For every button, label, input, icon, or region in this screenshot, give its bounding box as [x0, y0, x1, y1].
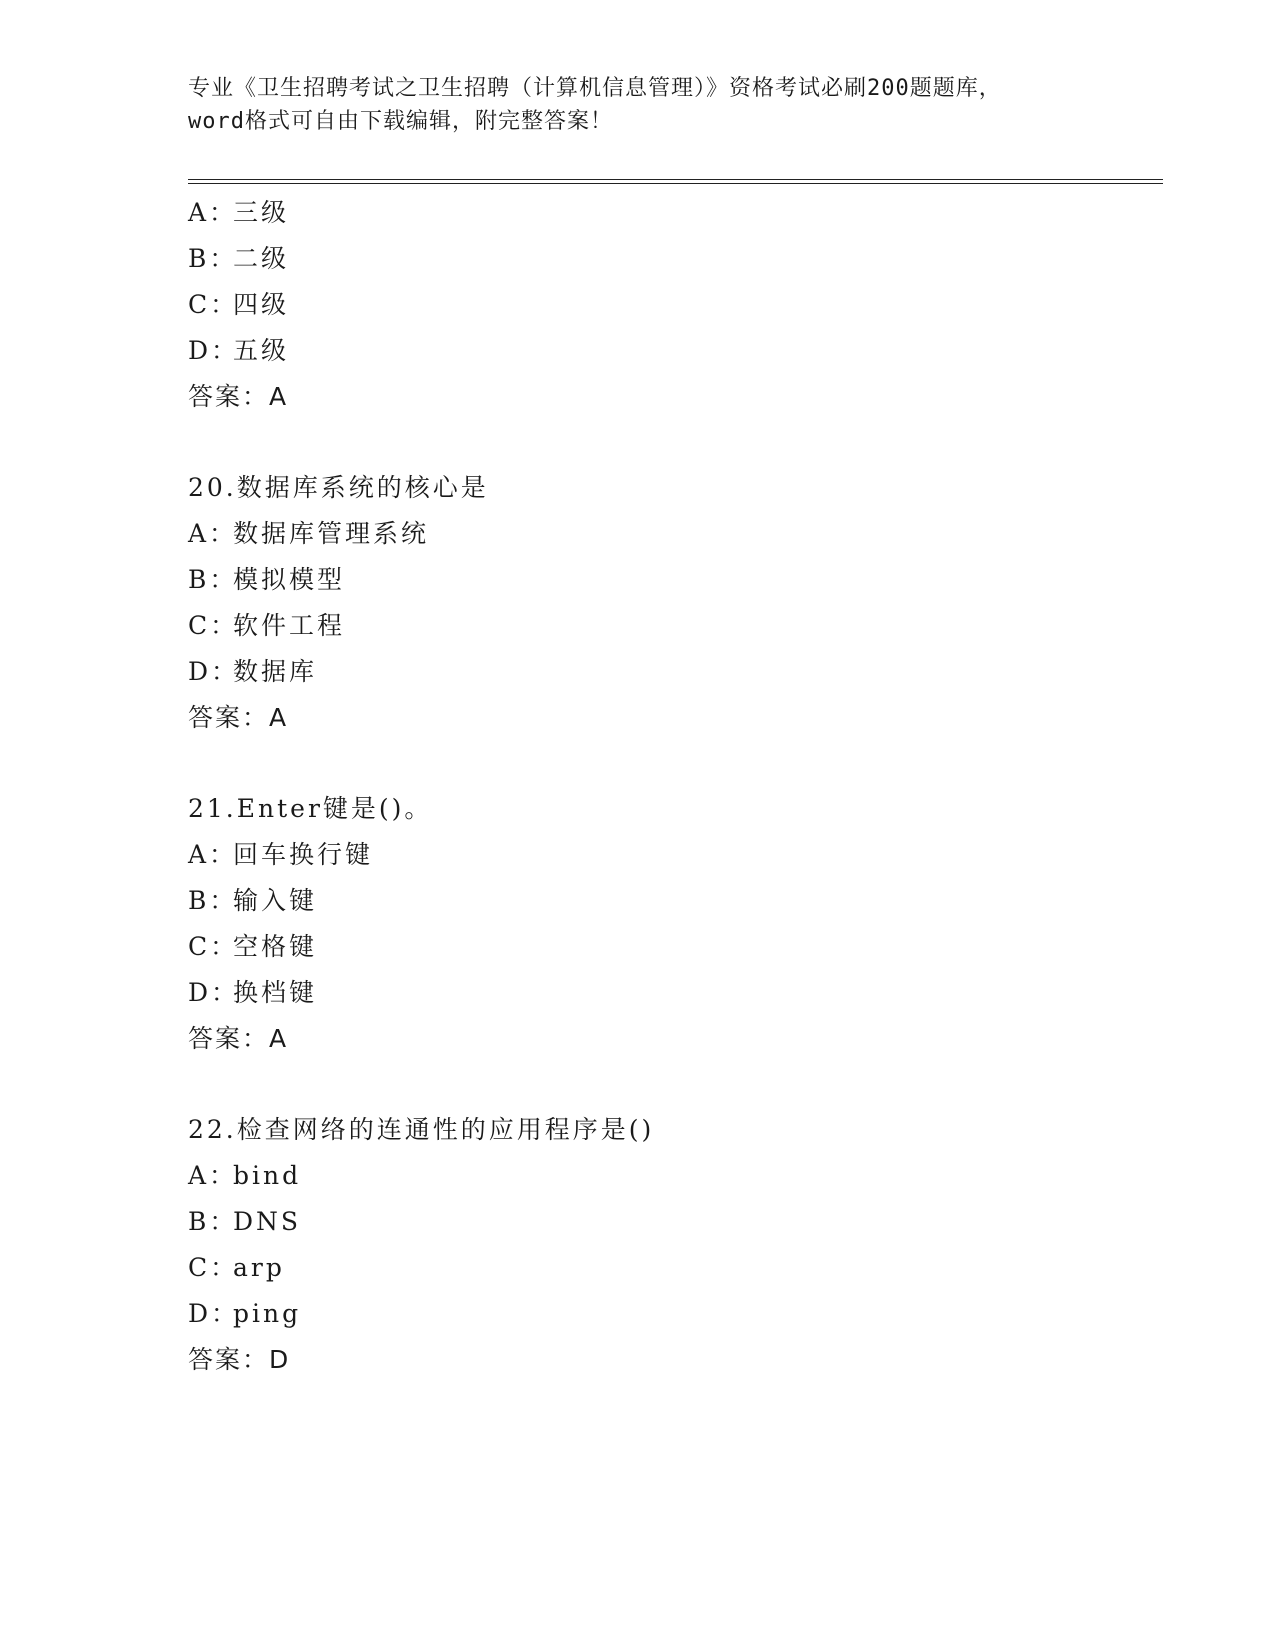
option-text: 回车换行键: [233, 840, 374, 869]
option-letter: A：: [188, 198, 238, 227]
spacer: [188, 741, 1148, 786]
option-letter: A：: [188, 1161, 238, 1190]
option-text: 模拟模型: [233, 565, 346, 594]
option-text: 空格键: [233, 932, 318, 961]
option-text: 四级: [233, 290, 290, 319]
header-title-line-2: word格式可自由下载编辑，附完整答案！: [188, 109, 613, 134]
option-a: [188, 1153, 1148, 1199]
option-letter: C：: [188, 611, 239, 640]
option-letter: D：: [188, 657, 240, 686]
question-text: 22.检查网络的连通性的应用程序是(): [188, 1115, 655, 1144]
option-text: 软件工程: [233, 611, 346, 640]
question-20-block: [188, 465, 1148, 741]
option-letter: C：: [188, 932, 239, 961]
option-a: [188, 190, 1148, 236]
option-text: 换档键: [233, 978, 318, 1007]
document-header: [188, 72, 1088, 138]
question-21-block: [188, 786, 1148, 1062]
answer-line: 答案：A: [188, 1024, 289, 1053]
option-text: 三级: [233, 198, 290, 227]
option-a: [188, 832, 1148, 878]
answer-line: 答案：A: [188, 703, 289, 732]
option-d: [188, 1291, 1148, 1337]
answer-line: 答案：D: [188, 1345, 291, 1374]
option-text: DNS: [233, 1207, 302, 1236]
spacer: [188, 420, 1148, 465]
header-divider-bottom: [188, 183, 1163, 184]
option-text: 二级: [233, 244, 290, 273]
option-b: [188, 557, 1148, 603]
option-letter: D：: [188, 336, 240, 365]
option-c: [188, 1245, 1148, 1291]
option-letter: B：: [188, 565, 238, 594]
option-d: [188, 649, 1148, 695]
option-d: [188, 970, 1148, 1016]
question-text: 21.Enter键是()。: [188, 794, 433, 823]
option-letter: C：: [188, 1253, 239, 1282]
option-text: 数据库: [233, 657, 318, 686]
option-text: 五级: [233, 336, 290, 365]
question-text: 20.数据库系统的核心是: [188, 473, 489, 502]
question-list: [188, 190, 1148, 1383]
header-title-line-1: 专业《卫生招聘考试之卫生招聘（计算机信息管理）》资格考试必刷200题题库，: [188, 76, 1002, 101]
option-letter: D：: [188, 1299, 240, 1328]
option-text: arp: [233, 1253, 285, 1282]
answer-line: 答案：A: [188, 382, 289, 411]
option-a: [188, 511, 1148, 557]
option-text: 数据库管理系统: [233, 519, 430, 548]
option-letter: B：: [188, 886, 238, 915]
option-text: bind: [233, 1161, 302, 1190]
option-b: [188, 1199, 1148, 1245]
question-22-block: [188, 1107, 1148, 1383]
option-letter: A：: [188, 519, 238, 548]
question-19-block: [188, 190, 1148, 420]
option-letter: A：: [188, 840, 238, 869]
option-b: [188, 878, 1148, 924]
option-letter: B：: [188, 1207, 238, 1236]
option-letter: C：: [188, 290, 239, 319]
option-c: [188, 924, 1148, 970]
spacer: [188, 1062, 1148, 1107]
option-c: [188, 603, 1148, 649]
option-letter: B：: [188, 244, 238, 273]
option-b: [188, 236, 1148, 282]
option-letter: D：: [188, 978, 240, 1007]
option-d: [188, 328, 1148, 374]
option-c: [188, 282, 1148, 328]
option-text: 输入键: [233, 886, 318, 915]
header-divider-top: [188, 179, 1163, 180]
option-text: ping: [233, 1299, 302, 1328]
